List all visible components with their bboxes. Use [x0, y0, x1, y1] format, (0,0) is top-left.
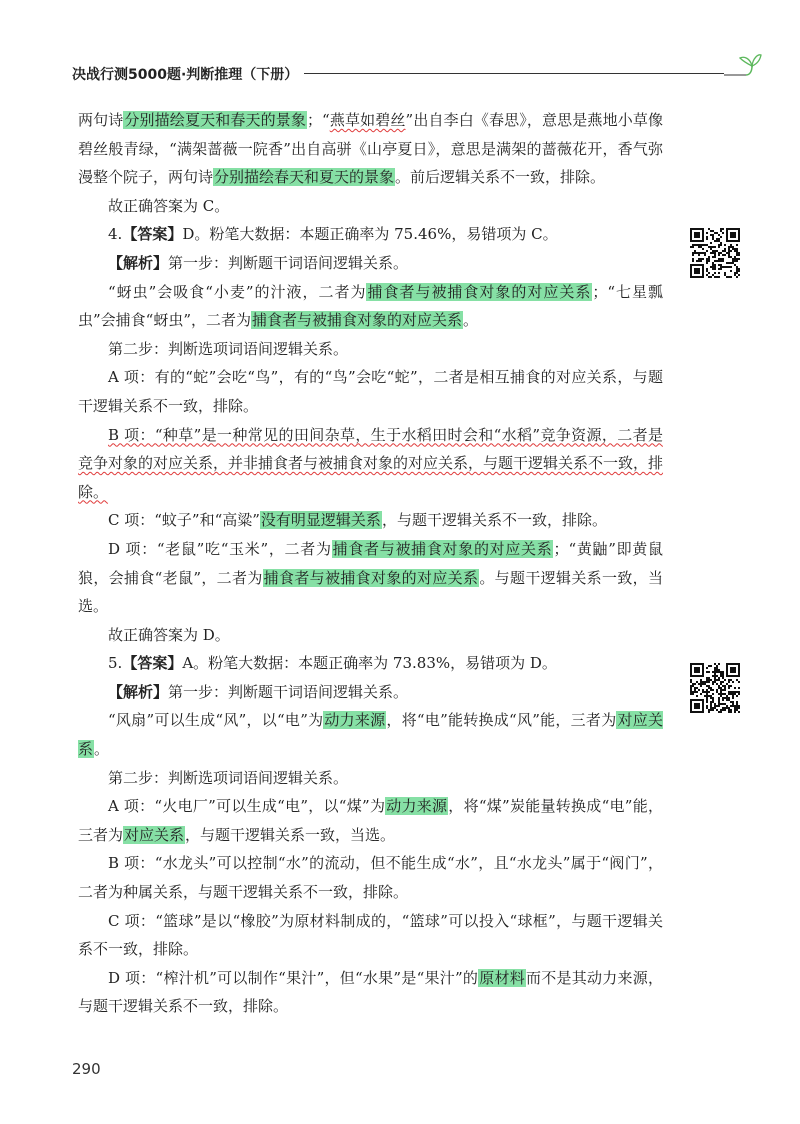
- page-header: [72, 60, 762, 88]
- paragraph: 两句诗分别描绘夏天和春天的景象；“燕草如碧丝”出自李白《春思》，意思是燕地小草像碧丝般青绿，“满架蔷薇一院香”出自高骈《山亭夏日》，意思是满架的蔷薇花开，香气弥漫整个院子，两句诗分别描绘春天和夏天的景象。前后逻辑关系不一致，排除。: [78, 111, 663, 187]
- paragraph: B 项：“水龙头”可以控制“水”的流动，但不能生成“水”，且“水龙头”属于“阀门”，二者为种属关系，与题干逻辑关系不一致，排除。: [78, 854, 663, 902]
- highlight: 分别描绘春天和夏天的景象: [214, 168, 395, 187]
- book-title: 决战行测5000题·判断推理（下册）: [72, 67, 299, 83]
- paragraph: 第二步：判断选项词语间逻辑关系。: [108, 339, 349, 358]
- paragraph: 故正确答案为 C。: [108, 196, 230, 215]
- highlight: 分别描绘夏天和春天的景象: [124, 111, 307, 129]
- qr-code-icon[interactable]: [690, 663, 740, 713]
- wavy-underline: B 项：“种草”是一种常见的田间杂草，生于水稻田时会和“水稻”竞争资源，二者是竞争对象的对应关系，并非捕食者与被捕食对象的对应关系，与题干逻辑关系不一致，排除。: [78, 425, 664, 501]
- wavy-underline: 燕草如碧丝: [329, 111, 406, 129]
- highlight: 原材料: [479, 968, 525, 987]
- highlight: 动力来源: [324, 711, 386, 730]
- paragraph: “蚜虫”会吸食“小麦”的汁液，二者为捕食者与被捕食对象的对应关系；“七星瓢虫”会捕食“蚜虫”，二者为捕食者与被捕食对象的对应关系。: [78, 282, 663, 330]
- paragraph: A 项：有的“蛇”会吃“鸟”，有的“鸟”会吃“蛇”，二者是相互捕食的对应关系，与题干逻辑关系不一致，排除。: [78, 368, 663, 415]
- answer-line: 5.【答案】A。粉笔大数据：本题正确率为 73.83%，易错项为 D。: [108, 654, 557, 673]
- page-number: 290: [72, 1060, 101, 1078]
- qr-code-icon[interactable]: [690, 228, 740, 278]
- highlight: 捕食者与被捕食对象的对应关系: [367, 282, 592, 301]
- highlight: 动力来源: [386, 797, 448, 816]
- highlight: 捕食者与被捕食对象的对应关系: [263, 568, 479, 587]
- sprout-icon: [722, 46, 762, 80]
- highlight: 捕食者与被捕食对象的对应关系: [332, 539, 553, 558]
- answer-line: 4.【答案】D。粉笔大数据：本题正确率为 75.46%，易错项为 C。: [108, 225, 558, 244]
- highlight: 对应关系: [78, 711, 663, 759]
- paragraph: C 项：“篮球”是以“橡胶”为原材料制成的，“篮球”可以投入“球框”，与题干逻辑关系不一致，排除。: [78, 911, 663, 959]
- analysis-line: 【解析】第一步：判断题干词语间逻辑关系。: [108, 682, 409, 701]
- paragraph: A 项：“火电厂”可以生成“电”，以“煤”为动力来源，将“煤”炭能量转换成“电”能，三者为对应关系，与题干逻辑关系一致，当选。: [78, 797, 663, 844]
- paragraph: 故正确答案为 D。: [108, 625, 230, 644]
- analysis-line: 【解析】第一步：判断题干词语间逻辑关系。: [108, 253, 409, 272]
- header-rule: [304, 73, 724, 74]
- paragraph: D 项：“榨汁机”可以制作“果汁”，但“水果”是“果汁”的原材料而不是其动力来源，与题干逻辑关系不一致，排除。: [78, 968, 663, 1016]
- highlight: 捕食者与被捕食对象的对应关系: [252, 311, 463, 330]
- highlight: 对应关系: [124, 825, 185, 844]
- paragraph: D 项：“老鼠”吃“玉米”，二者为捕食者与被捕食对象的对应关系；“黄鼬”即黄鼠狼，会捕食“老鼠”，二者为捕食者与被捕食对象的对应关系。与题干逻辑关系一致，当选。: [78, 539, 663, 616]
- paragraph: 第二步：判断选项词语间逻辑关系。: [108, 768, 349, 787]
- paragraph: “风扇”可以生成“风”，以“电”为动力来源，将“电”能转换成“风”能，三者为对应关系。: [78, 711, 663, 759]
- page-body: [78, 106, 663, 1021]
- paragraph: [78, 421, 663, 507]
- paragraph: C 项：“蚊子”和“高粱”没有明显逻辑关系，与题干逻辑关系不一致，排除。: [108, 511, 607, 530]
- highlight: 没有明显逻辑关系: [260, 511, 381, 530]
